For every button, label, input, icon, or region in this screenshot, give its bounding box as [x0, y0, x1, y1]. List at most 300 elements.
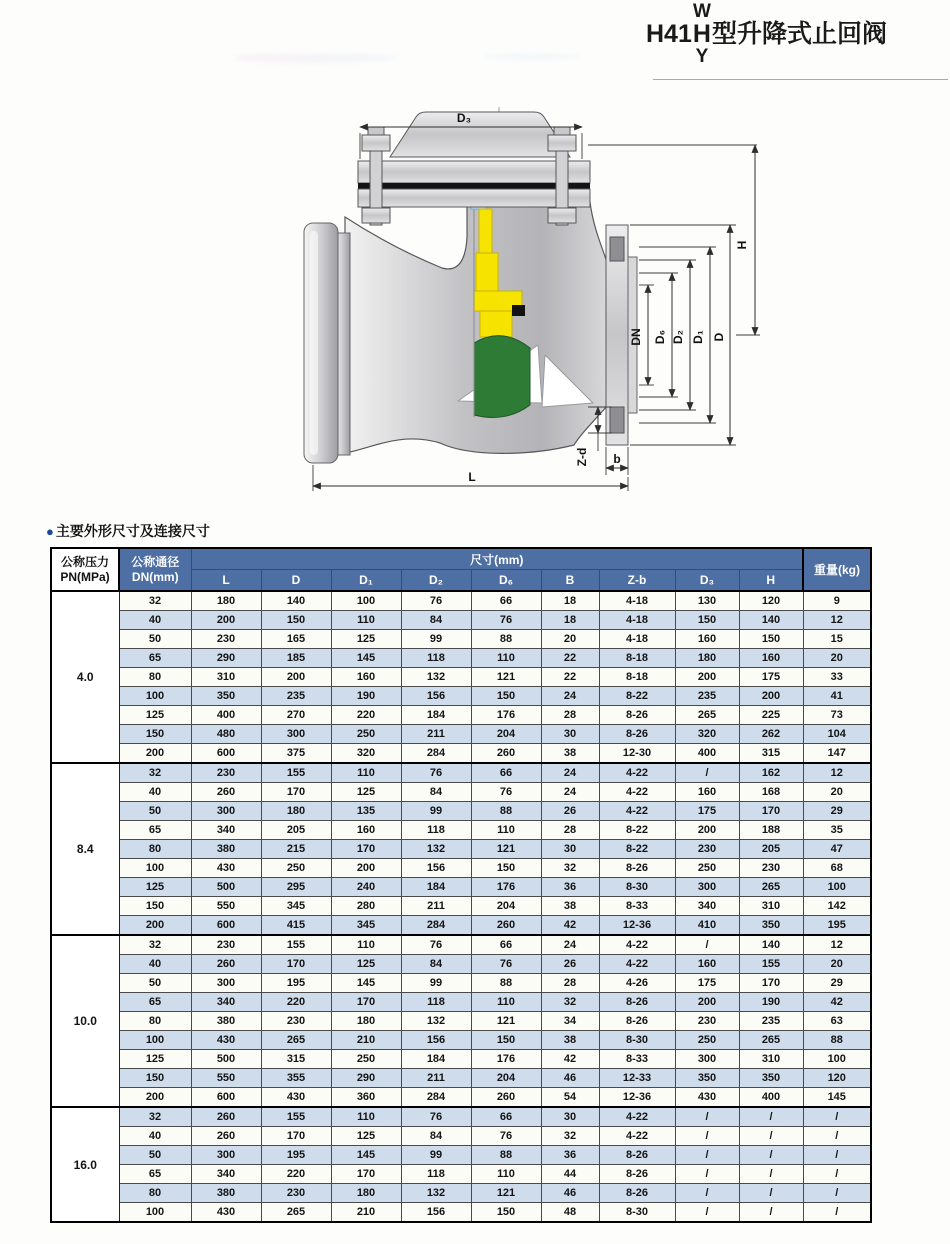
- table-cell: 205: [261, 821, 331, 840]
- table-cell: 8-33: [599, 1050, 675, 1069]
- section-header: [46, 521, 210, 541]
- table-cell: 54: [541, 1088, 599, 1108]
- table-cell: /: [675, 1203, 739, 1223]
- table-cell: 200: [119, 916, 191, 936]
- table-cell: 36: [541, 878, 599, 897]
- table-cell: 8-26: [599, 1146, 675, 1165]
- table-cell: 8-30: [599, 1203, 675, 1223]
- table-cell: 155: [739, 955, 803, 974]
- table-cell: 8-22: [599, 687, 675, 706]
- table-cell: 88: [471, 974, 541, 993]
- table-cell: /: [739, 1165, 803, 1184]
- table-cell: /: [803, 1127, 871, 1146]
- valve-disc-nut: [480, 311, 512, 337]
- table-cell: /: [675, 1184, 739, 1203]
- table-cell: 350: [191, 687, 261, 706]
- table-cell: 4-22: [599, 1127, 675, 1146]
- table-cell: 50: [119, 802, 191, 821]
- table-cell: /: [675, 763, 739, 783]
- table-cell: 260: [471, 1088, 541, 1108]
- valve-stem-mid: [476, 253, 498, 291]
- bonnet-flange-lower: [358, 189, 590, 207]
- table-row: [51, 591, 871, 611]
- table-cell: 230: [261, 1184, 331, 1203]
- table-cell: 8-26: [599, 859, 675, 878]
- table-cell: 235: [261, 687, 331, 706]
- column-header-d: D₆: [471, 570, 541, 592]
- table-row: [51, 974, 871, 993]
- table-cell: 345: [261, 897, 331, 916]
- table-cell: 260: [471, 744, 541, 764]
- table-cell: 132: [401, 1184, 471, 1203]
- table-row: [51, 706, 871, 725]
- dim-label-d6: D₆: [653, 329, 667, 345]
- table-row: [51, 955, 871, 974]
- table-cell: 44: [541, 1165, 599, 1184]
- table-row: [51, 935, 871, 955]
- table-cell: 225: [739, 706, 803, 725]
- table-cell: 4-22: [599, 763, 675, 783]
- table-cell: 8-26: [599, 993, 675, 1012]
- table-cell: 121: [471, 1012, 541, 1031]
- table-cell: 430: [675, 1088, 739, 1108]
- table-cell: 88: [471, 802, 541, 821]
- table-row: [51, 763, 871, 783]
- table-cell: 156: [401, 687, 471, 706]
- table-cell: 140: [739, 935, 803, 955]
- table-cell: 33: [803, 668, 871, 687]
- table-cell: 265: [261, 1203, 331, 1223]
- table-cell: 265: [261, 1031, 331, 1050]
- table-cell: 160: [331, 821, 401, 840]
- pn-group-label: 8.4: [51, 763, 119, 935]
- table-cell: 400: [191, 706, 261, 725]
- table-cell: 130: [675, 591, 739, 611]
- table-cell: 24: [541, 763, 599, 783]
- dim-label-b: b: [613, 452, 621, 466]
- table-cell: 121: [471, 1184, 541, 1203]
- table-cell: 150: [471, 859, 541, 878]
- table-row: [51, 1127, 871, 1146]
- table-cell: 600: [191, 744, 261, 764]
- table-cell: 140: [261, 591, 331, 611]
- table-row: [51, 668, 871, 687]
- table-cell: 84: [401, 955, 471, 974]
- table-cell: 400: [675, 744, 739, 764]
- table-cell: 284: [401, 916, 471, 936]
- table-cell: 150: [261, 611, 331, 630]
- table-cell: 125: [119, 1050, 191, 1069]
- table-cell: 48: [541, 1203, 599, 1223]
- table-cell: /: [675, 935, 739, 955]
- table-cell: 42: [541, 1050, 599, 1069]
- table-cell: 195: [261, 1146, 331, 1165]
- table-row: [51, 1031, 871, 1050]
- header-weight: 重量(kg): [803, 548, 871, 591]
- table-row: [51, 916, 871, 936]
- table-cell: 73: [803, 706, 871, 725]
- model-variant-stack: [693, 2, 711, 67]
- table-cell: 156: [401, 1203, 471, 1223]
- table-cell: 250: [675, 859, 739, 878]
- table-cell: 410: [675, 916, 739, 936]
- table-cell: 8-18: [599, 668, 675, 687]
- pn-group-label: 10.0: [51, 935, 119, 1107]
- table-cell: 180: [261, 802, 331, 821]
- table-cell: 160: [739, 649, 803, 668]
- table-cell: 165: [261, 630, 331, 649]
- table-cell: 160: [675, 955, 739, 974]
- table-cell: /: [675, 1165, 739, 1184]
- table-cell: 235: [739, 1012, 803, 1031]
- table-cell: 29: [803, 802, 871, 821]
- table-cell: 50: [119, 630, 191, 649]
- table-cell: 184: [401, 706, 471, 725]
- table-cell: 150: [119, 725, 191, 744]
- table-cell: 132: [401, 1012, 471, 1031]
- table-cell: 550: [191, 897, 261, 916]
- variant-w: W: [692, 1, 711, 22]
- header-size-group: 尺寸(mm): [191, 548, 803, 570]
- table-cell: 200: [119, 1088, 191, 1108]
- valve-stem: [479, 209, 492, 253]
- table-cell: 150: [675, 611, 739, 630]
- table-cell: 110: [331, 611, 401, 630]
- table-cell: 26: [541, 955, 599, 974]
- table-cell: 20: [803, 955, 871, 974]
- table-cell: 15: [803, 630, 871, 649]
- table-cell: 210: [331, 1031, 401, 1050]
- table-cell: 4-22: [599, 783, 675, 802]
- table-row: [51, 993, 871, 1012]
- table-cell: 99: [401, 630, 471, 649]
- table-cell: 265: [675, 706, 739, 725]
- table-cell: 204: [471, 897, 541, 916]
- table-cell: 150: [471, 687, 541, 706]
- table-cell: 220: [261, 993, 331, 1012]
- table-cell: 150: [739, 630, 803, 649]
- table-cell: 230: [675, 840, 739, 859]
- table-cell: 220: [331, 706, 401, 725]
- table-cell: 30: [541, 1107, 599, 1127]
- table-cell: 230: [191, 763, 261, 783]
- table-row: [51, 1069, 871, 1088]
- table-cell: 76: [471, 611, 541, 630]
- dim-label-d2: D₂: [671, 330, 685, 344]
- table-cell: 500: [191, 878, 261, 897]
- table-cell: 4-22: [599, 802, 675, 821]
- table-cell: 32: [541, 993, 599, 1012]
- table-row: [51, 687, 871, 706]
- table-cell: 262: [739, 725, 803, 744]
- model-prefix: H41: [646, 19, 692, 48]
- table-cell: 350: [739, 1069, 803, 1088]
- table-cell: 28: [541, 821, 599, 840]
- table-cell: 170: [331, 993, 401, 1012]
- table-row: [51, 1203, 871, 1223]
- table-cell: 76: [401, 591, 471, 611]
- dim-label-d: D: [712, 332, 726, 342]
- table-cell: 65: [119, 821, 191, 840]
- table-cell: 8-30: [599, 878, 675, 897]
- column-header-l: L: [191, 570, 261, 592]
- table-cell: 26: [541, 802, 599, 821]
- table-row: [51, 1012, 871, 1031]
- table-cell: 4-26: [599, 974, 675, 993]
- table-cell: 185: [261, 649, 331, 668]
- table-cell: 35: [803, 821, 871, 840]
- table-cell: 600: [191, 1088, 261, 1108]
- table-row: [51, 1146, 871, 1165]
- table-cell: 38: [541, 1031, 599, 1050]
- table-cell: 125: [331, 1127, 401, 1146]
- table-cell: 110: [471, 821, 541, 840]
- table-cell: 42: [541, 916, 599, 936]
- table-cell: 40: [119, 1127, 191, 1146]
- table-row: [51, 802, 871, 821]
- table-cell: 118: [401, 649, 471, 668]
- table-cell: 200: [261, 668, 331, 687]
- table-cell: 200: [739, 687, 803, 706]
- table-cell: 99: [401, 1146, 471, 1165]
- table-cell: 30: [541, 725, 599, 744]
- table-cell: 265: [739, 1031, 803, 1050]
- table-cell: 195: [803, 916, 871, 936]
- table-cell: 155: [261, 763, 331, 783]
- table-cell: 156: [401, 859, 471, 878]
- table-cell: /: [739, 1127, 803, 1146]
- table-cell: 132: [401, 840, 471, 859]
- table-cell: 340: [191, 821, 261, 840]
- table-cell: 8-26: [599, 1165, 675, 1184]
- table-cell: 8-26: [599, 725, 675, 744]
- table-cell: 375: [261, 744, 331, 764]
- pn-group-label: 16.0: [51, 1107, 119, 1222]
- table-cell: 28: [541, 706, 599, 725]
- table-cell: 355: [261, 1069, 331, 1088]
- table-cell: 190: [331, 687, 401, 706]
- table-row: [51, 649, 871, 668]
- table-cell: 110: [331, 763, 401, 783]
- valve-disc: [474, 336, 530, 418]
- table-cell: 66: [471, 1107, 541, 1127]
- dim-label-d1: D₁: [691, 330, 705, 344]
- bonnet-flange-upper: [358, 161, 590, 183]
- dim-label-l: L: [468, 470, 476, 484]
- table-cell: 230: [261, 1012, 331, 1031]
- pressure-group-8.4: [51, 763, 871, 935]
- table-cell: 66: [471, 935, 541, 955]
- table-cell: 38: [541, 744, 599, 764]
- table-cell: 205: [739, 840, 803, 859]
- table-cell: /: [675, 1146, 739, 1165]
- table-cell: 22: [541, 668, 599, 687]
- table-cell: 125: [119, 706, 191, 725]
- table-cell: 4-18: [599, 611, 675, 630]
- table-cell: 188: [739, 821, 803, 840]
- table-cell: 260: [471, 916, 541, 936]
- table-cell: 350: [675, 1069, 739, 1088]
- table-cell: 295: [261, 878, 331, 897]
- table-cell: /: [803, 1203, 871, 1223]
- table-cell: 68: [803, 859, 871, 878]
- table-cell: 145: [803, 1088, 871, 1108]
- column-header-d: D₂: [401, 570, 471, 592]
- table-cell: 99: [401, 802, 471, 821]
- table-cell: 380: [191, 840, 261, 859]
- table-cell: 65: [119, 993, 191, 1012]
- table-cell: /: [739, 1146, 803, 1165]
- seal-block: [512, 305, 525, 316]
- table-cell: 32: [541, 1127, 599, 1146]
- table-cell: 24: [541, 935, 599, 955]
- table-cell: 76: [471, 783, 541, 802]
- table-cell: 145: [331, 974, 401, 993]
- table-cell: 310: [739, 1050, 803, 1069]
- table-cell: 265: [739, 878, 803, 897]
- table-cell: 220: [261, 1165, 331, 1184]
- table-cell: 18: [541, 611, 599, 630]
- column-header-d: D: [261, 570, 331, 592]
- table-cell: 41: [803, 687, 871, 706]
- table-cell: 76: [401, 763, 471, 783]
- table-cell: 20: [803, 649, 871, 668]
- table-cell: 12-36: [599, 916, 675, 936]
- column-header-d: D₁: [331, 570, 401, 592]
- table-cell: 156: [401, 1031, 471, 1050]
- table-cell: 29: [803, 974, 871, 993]
- table-cell: 88: [803, 1031, 871, 1050]
- table-cell: 170: [261, 1127, 331, 1146]
- dim-label-zd: Z-d: [575, 447, 589, 467]
- table-cell: 12-36: [599, 1088, 675, 1108]
- table-cell: 8-26: [599, 706, 675, 725]
- table-cell: 12: [803, 935, 871, 955]
- table-cell: 88: [471, 1146, 541, 1165]
- pressure-group-10.0: [51, 935, 871, 1107]
- table-cell: 110: [331, 935, 401, 955]
- table-cell: 284: [401, 1088, 471, 1108]
- table-cell: 20: [803, 783, 871, 802]
- table-cell: 4-22: [599, 935, 675, 955]
- table-cell: 100: [119, 1031, 191, 1050]
- pn-group-label: 4.0: [51, 591, 119, 763]
- dim-label-dn: DN: [629, 328, 643, 346]
- table-cell: 230: [191, 935, 261, 955]
- title-divider: [653, 79, 948, 80]
- table-cell: 12-30: [599, 744, 675, 764]
- table-row: [51, 897, 871, 916]
- table-cell: 160: [675, 783, 739, 802]
- table-cell: /: [675, 1107, 739, 1127]
- table-cell: 180: [331, 1012, 401, 1031]
- table-cell: 430: [191, 1203, 261, 1223]
- table-cell: 46: [541, 1184, 599, 1203]
- table-cell: 215: [261, 840, 331, 859]
- table-cell: 4-18: [599, 630, 675, 649]
- table-cell: 32: [119, 935, 191, 955]
- table-cell: 211: [401, 725, 471, 744]
- table-cell: 8-26: [599, 1012, 675, 1031]
- table-cell: 80: [119, 668, 191, 687]
- dimension-table: [50, 547, 872, 1223]
- table-cell: 180: [191, 591, 261, 611]
- table-cell: 84: [401, 1127, 471, 1146]
- table-cell: 36: [541, 1146, 599, 1165]
- table-cell: 84: [401, 783, 471, 802]
- table-cell: 110: [331, 1107, 401, 1127]
- table-cell: 110: [471, 1165, 541, 1184]
- table-cell: 50: [119, 974, 191, 993]
- table-cell: 168: [739, 783, 803, 802]
- table-cell: 170: [261, 783, 331, 802]
- table-cell: 65: [119, 1165, 191, 1184]
- table-cell: 121: [471, 668, 541, 687]
- bolt-hole-top: [610, 237, 624, 261]
- table-cell: 4-22: [599, 955, 675, 974]
- table-cell: 340: [191, 993, 261, 1012]
- table-cell: 340: [191, 1165, 261, 1184]
- table-cell: 8-18: [599, 649, 675, 668]
- table-cell: 200: [675, 993, 739, 1012]
- table-cell: 4-18: [599, 591, 675, 611]
- bolt-hole-bottom: [610, 407, 624, 433]
- table-cell: 195: [261, 974, 331, 993]
- table-cell: 175: [675, 974, 739, 993]
- table-cell: 315: [739, 744, 803, 764]
- table-cell: 8-22: [599, 840, 675, 859]
- table-cell: 125: [331, 630, 401, 649]
- table-cell: 40: [119, 611, 191, 630]
- table-cell: 140: [739, 611, 803, 630]
- table-cell: 22: [541, 649, 599, 668]
- table-cell: 147: [803, 744, 871, 764]
- table-cell: 38: [541, 897, 599, 916]
- table-cell: 200: [191, 611, 261, 630]
- table-cell: 260: [191, 1127, 261, 1146]
- table-cell: 12: [803, 763, 871, 783]
- column-header-h: H: [739, 570, 803, 592]
- table-cell: 175: [675, 802, 739, 821]
- inlet-flange: [304, 223, 338, 463]
- table-cell: 24: [541, 783, 599, 802]
- table-cell: 110: [471, 993, 541, 1012]
- table-cell: 76: [471, 1127, 541, 1146]
- table-cell: 9: [803, 591, 871, 611]
- table-cell: 88: [471, 630, 541, 649]
- table-cell: 100: [119, 859, 191, 878]
- table-cell: 300: [191, 802, 261, 821]
- table-row: [51, 859, 871, 878]
- table-cell: 28: [541, 974, 599, 993]
- table-cell: /: [803, 1184, 871, 1203]
- table-cell: 300: [261, 725, 331, 744]
- table-cell: /: [675, 1127, 739, 1146]
- table-cell: 175: [739, 668, 803, 687]
- table-cell: 250: [331, 1050, 401, 1069]
- table-cell: 170: [331, 840, 401, 859]
- table-cell: 260: [191, 783, 261, 802]
- table-cell: 34: [541, 1012, 599, 1031]
- table-cell: 20: [541, 630, 599, 649]
- table-cell: 260: [191, 955, 261, 974]
- table-cell: 145: [331, 649, 401, 668]
- table-cell: 204: [471, 1069, 541, 1088]
- table-cell: 170: [739, 802, 803, 821]
- table-cell: 430: [191, 859, 261, 878]
- table-cell: 84: [401, 611, 471, 630]
- table-cell: 80: [119, 1184, 191, 1203]
